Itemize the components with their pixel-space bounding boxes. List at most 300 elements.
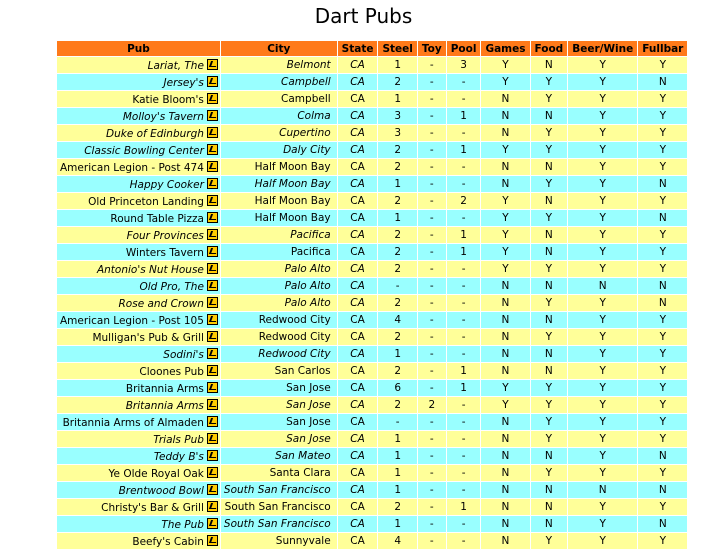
city-cell: Redwood City	[221, 346, 337, 362]
pub-name-link[interactable]: Four Provinces	[126, 229, 204, 242]
toy-cell: -	[418, 363, 446, 379]
pool-cell: 1	[447, 227, 481, 243]
city-cell: San Carlos	[221, 363, 337, 379]
beer-wine-cell: Y	[568, 108, 637, 124]
map-icon[interactable]	[207, 399, 218, 410]
steel-cell: 1	[378, 91, 416, 107]
beer-wine-cell: Y	[568, 397, 637, 413]
games-cell: Y	[481, 397, 529, 413]
games-cell: N	[481, 499, 529, 515]
pub-name-cell	[57, 210, 220, 226]
food-cell: Y	[531, 414, 568, 430]
pub-name-cell	[57, 414, 220, 430]
beer-wine-cell: Y	[568, 261, 637, 277]
pub-name-link[interactable]: Classic Bowling Center	[84, 144, 204, 157]
state-cell: CA	[338, 108, 378, 124]
food-cell: N	[531, 159, 568, 175]
games-cell: Y	[481, 193, 529, 209]
table-row	[57, 448, 687, 464]
map-icon[interactable]	[207, 263, 218, 274]
fullbar-cell: Y	[638, 193, 687, 209]
map-icon[interactable]	[207, 314, 218, 325]
pub-name-cell	[57, 516, 220, 532]
beer-wine-cell: N	[568, 482, 637, 498]
state-cell: CA	[338, 159, 378, 175]
toy-cell: -	[418, 516, 446, 532]
state-cell: CA	[338, 227, 378, 243]
table-row	[57, 210, 687, 226]
col-header-state[interactable]: State	[338, 41, 378, 56]
col-header-games[interactable]: Games	[481, 41, 529, 56]
beer-wine-cell: Y	[568, 533, 637, 549]
pool-cell: 1	[447, 108, 481, 124]
beer-wine-cell: Y	[568, 448, 637, 464]
games-cell: N	[481, 533, 529, 549]
pub-name-link[interactable]: American Legion - Post 474	[60, 161, 204, 174]
fullbar-cell: Y	[638, 431, 687, 447]
steel-cell: 1	[378, 57, 416, 73]
city-cell: South San Francisco	[221, 482, 337, 498]
pub-name-link[interactable]: Rose and Crown	[118, 297, 204, 310]
pool-cell: 1	[447, 363, 481, 379]
map-icon[interactable]	[207, 348, 218, 359]
steel-cell: 1	[378, 176, 416, 192]
table-row	[57, 499, 687, 515]
beer-wine-cell: Y	[568, 380, 637, 396]
steel-cell: 2	[378, 295, 416, 311]
pool-cell: -	[447, 261, 481, 277]
fullbar-cell: Y	[638, 108, 687, 124]
toy-cell: -	[418, 278, 446, 294]
map-icon[interactable]	[207, 178, 218, 189]
map-icon[interactable]	[207, 161, 218, 172]
toy-cell: -	[418, 244, 446, 260]
map-icon[interactable]	[207, 212, 218, 223]
pool-cell: -	[447, 295, 481, 311]
pub-name-cell	[57, 499, 220, 515]
state-cell: CA	[338, 244, 378, 260]
col-header-food[interactable]: Food	[531, 41, 568, 56]
city-cell: Campbell	[221, 91, 337, 107]
food-cell: Y	[531, 295, 568, 311]
games-cell: N	[481, 295, 529, 311]
pool-cell: -	[447, 397, 481, 413]
food-cell: N	[531, 244, 568, 260]
pool-cell: -	[447, 533, 481, 549]
pub-name-link[interactable]: Teddy B's	[153, 450, 204, 463]
games-cell: N	[481, 176, 529, 192]
pub-name-cell	[57, 346, 220, 362]
col-header-pool[interactable]: Pool	[447, 41, 481, 56]
food-cell: N	[531, 346, 568, 362]
steel-cell: 3	[378, 125, 416, 141]
map-icon[interactable]	[207, 416, 218, 427]
city-cell: San Jose	[221, 380, 337, 396]
fullbar-cell: Y	[638, 227, 687, 243]
fullbar-cell: Y	[638, 159, 687, 175]
state-cell: CA	[338, 482, 378, 498]
col-header-steel[interactable]: Steel	[378, 41, 416, 56]
toy-cell: -	[418, 159, 446, 175]
toy-cell: -	[418, 414, 446, 430]
table-row	[57, 465, 687, 481]
state-cell: CA	[338, 295, 378, 311]
fullbar-cell: N	[638, 74, 687, 90]
beer-wine-cell: Y	[568, 57, 637, 73]
fullbar-cell: N	[638, 278, 687, 294]
steel-cell: 2	[378, 397, 416, 413]
pub-name-cell	[57, 278, 220, 294]
games-cell: N	[481, 91, 529, 107]
table-row	[57, 125, 687, 141]
map-icon[interactable]	[207, 195, 218, 206]
food-cell: N	[531, 482, 568, 498]
map-icon[interactable]	[207, 484, 218, 495]
toy-cell: -	[418, 346, 446, 362]
pub-name-cell	[57, 91, 220, 107]
fullbar-cell: Y	[638, 414, 687, 430]
pool-cell: 2	[447, 193, 481, 209]
pub-name-link[interactable]: Katie Bloom's	[132, 93, 204, 106]
pool-cell: -	[447, 210, 481, 226]
steel-cell: 1	[378, 482, 416, 498]
state-cell: CA	[338, 414, 378, 430]
food-cell: Y	[531, 91, 568, 107]
state-cell: CA	[338, 397, 378, 413]
state-cell: CA	[338, 125, 378, 141]
map-icon[interactable]	[207, 110, 218, 121]
games-cell: Y	[481, 210, 529, 226]
col-header-fullbar[interactable]: Fullbar	[638, 41, 687, 56]
table-body	[57, 57, 687, 549]
city-cell: Belmont	[221, 57, 337, 73]
toy-cell: -	[418, 176, 446, 192]
col-header-beer-wine[interactable]: Beer/Wine	[568, 41, 637, 56]
fullbar-cell: Y	[638, 397, 687, 413]
pub-name-cell	[57, 57, 220, 73]
pub-name-link[interactable]: Sodini's	[163, 348, 204, 361]
state-cell: CA	[338, 176, 378, 192]
map-icon[interactable]	[207, 229, 218, 240]
dart-pubs-table	[56, 40, 688, 550]
steel-cell: -	[378, 278, 416, 294]
pub-name-cell	[57, 244, 220, 260]
state-cell: CA	[338, 261, 378, 277]
food-cell: Y	[531, 465, 568, 481]
state-cell: CA	[338, 74, 378, 90]
pub-name-link[interactable]: American Legion - Post 105	[60, 314, 204, 327]
city-cell: Pacifica	[221, 244, 337, 260]
header-row	[57, 41, 687, 56]
map-icon[interactable]	[207, 280, 218, 291]
games-cell: N	[481, 108, 529, 124]
pool-cell: -	[447, 312, 481, 328]
pub-name-link[interactable]: Antonio's Nut House	[96, 263, 204, 276]
table-row	[57, 159, 687, 175]
pub-name-cell	[57, 329, 220, 345]
steel-cell: 2	[378, 193, 416, 209]
beer-wine-cell: Y	[568, 431, 637, 447]
food-cell: N	[531, 227, 568, 243]
toy-cell: -	[418, 74, 446, 90]
table-row	[57, 533, 687, 549]
state-cell: CA	[338, 312, 378, 328]
fullbar-cell: Y	[638, 329, 687, 345]
map-icon[interactable]	[207, 59, 218, 70]
fullbar-cell: Y	[638, 57, 687, 73]
fullbar-cell: N	[638, 295, 687, 311]
pool-cell: -	[447, 414, 481, 430]
city-cell: Half Moon Bay	[221, 210, 337, 226]
pub-name-link[interactable]: Britannia Arms of Almaden	[62, 416, 204, 429]
steel-cell: 1	[378, 210, 416, 226]
games-cell: N	[481, 125, 529, 141]
pub-name-link[interactable]: Trials Pub	[153, 433, 204, 446]
fullbar-cell: Y	[638, 380, 687, 396]
pub-name-cell	[57, 482, 220, 498]
pool-cell: -	[447, 74, 481, 90]
food-cell: Y	[531, 397, 568, 413]
pub-name-link[interactable]: Beefy's Cabin	[132, 535, 204, 548]
table-row	[57, 482, 687, 498]
pub-name-link[interactable]: Molloy's Tavern	[122, 110, 204, 123]
pub-name-cell	[57, 380, 220, 396]
steel-cell: 2	[378, 499, 416, 515]
map-icon[interactable]	[207, 365, 218, 376]
city-cell: Palo Alto	[221, 278, 337, 294]
fullbar-cell: N	[638, 448, 687, 464]
beer-wine-cell: Y	[568, 516, 637, 532]
steel-cell: 1	[378, 448, 416, 464]
col-header-pub[interactable]: Pub	[57, 41, 220, 56]
toy-cell: -	[418, 312, 446, 328]
games-cell: N	[481, 346, 529, 362]
map-icon[interactable]	[207, 144, 218, 155]
fullbar-cell: N	[638, 176, 687, 192]
beer-wine-cell: Y	[568, 465, 637, 481]
beer-wine-cell: Y	[568, 346, 637, 362]
toy-cell: -	[418, 261, 446, 277]
pub-name-cell	[57, 193, 220, 209]
food-cell: Y	[531, 261, 568, 277]
city-cell: Santa Clara	[221, 465, 337, 481]
table-row	[57, 176, 687, 192]
pub-name-link[interactable]: Britannia Arms	[125, 399, 204, 412]
food-cell: Y	[531, 74, 568, 90]
games-cell: Y	[481, 227, 529, 243]
games-cell: N	[481, 329, 529, 345]
games-cell: N	[481, 363, 529, 379]
pub-name-link[interactable]: Cloones Pub	[139, 365, 204, 378]
food-cell: N	[531, 363, 568, 379]
beer-wine-cell: Y	[568, 363, 637, 379]
toy-cell: -	[418, 57, 446, 73]
pool-cell: 1	[447, 499, 481, 515]
food-cell: N	[531, 108, 568, 124]
pool-cell: -	[447, 125, 481, 141]
food-cell: N	[531, 312, 568, 328]
map-icon[interactable]	[207, 93, 218, 104]
steel-cell: -	[378, 414, 416, 430]
food-cell: N	[531, 278, 568, 294]
pub-name-cell	[57, 363, 220, 379]
city-cell: Cupertino	[221, 125, 337, 141]
food-cell: N	[531, 193, 568, 209]
toy-cell: -	[418, 431, 446, 447]
food-cell: Y	[531, 329, 568, 345]
pub-name-cell	[57, 448, 220, 464]
pub-name-link[interactable]: Jersey's	[163, 76, 204, 89]
games-cell: N	[481, 448, 529, 464]
table-row	[57, 295, 687, 311]
pub-name-link[interactable]: Round Table Pizza	[110, 212, 204, 225]
map-icon[interactable]	[207, 297, 218, 308]
steel-cell: 2	[378, 363, 416, 379]
pool-cell: -	[447, 176, 481, 192]
state-cell: CA	[338, 533, 378, 549]
food-cell: Y	[531, 431, 568, 447]
pool-cell: -	[447, 516, 481, 532]
map-icon[interactable]	[207, 76, 218, 87]
pub-name-link[interactable]: Mulligan's Pub & Grill	[92, 331, 204, 344]
toy-cell: -	[418, 193, 446, 209]
state-cell: CA	[338, 278, 378, 294]
pool-cell: -	[447, 278, 481, 294]
games-cell: Y	[481, 244, 529, 260]
pub-name-link[interactable]: Brentwood Bowl	[118, 484, 204, 497]
state-cell: CA	[338, 210, 378, 226]
city-cell: Redwood City	[221, 329, 337, 345]
beer-wine-cell: Y	[568, 227, 637, 243]
beer-wine-cell: Y	[568, 329, 637, 345]
pub-name-link[interactable]: Duke of Edinburgh	[106, 127, 204, 140]
city-cell: San Mateo	[221, 448, 337, 464]
steel-cell: 6	[378, 380, 416, 396]
pool-cell: 3	[447, 57, 481, 73]
table-row	[57, 227, 687, 243]
toy-cell: -	[418, 499, 446, 515]
fullbar-cell: Y	[638, 312, 687, 328]
city-cell: Colma	[221, 108, 337, 124]
state-cell: CA	[338, 380, 378, 396]
map-icon[interactable]	[207, 246, 218, 257]
table-row	[57, 312, 687, 328]
map-icon[interactable]	[207, 467, 218, 478]
city-cell: San Jose	[221, 414, 337, 430]
pool-cell: -	[447, 431, 481, 447]
state-cell: CA	[338, 142, 378, 158]
beer-wine-cell: Y	[568, 125, 637, 141]
toy-cell: -	[418, 295, 446, 311]
fullbar-cell: Y	[638, 125, 687, 141]
pub-name-cell	[57, 533, 220, 549]
toy-cell: 2	[418, 397, 446, 413]
map-icon[interactable]	[207, 518, 218, 529]
pub-name-cell	[57, 125, 220, 141]
fullbar-cell: Y	[638, 465, 687, 481]
steel-cell: 4	[378, 312, 416, 328]
beer-wine-cell: Y	[568, 244, 637, 260]
games-cell: N	[481, 516, 529, 532]
beer-wine-cell: Y	[568, 74, 637, 90]
steel-cell: 2	[378, 159, 416, 175]
toy-cell: -	[418, 91, 446, 107]
map-icon[interactable]	[207, 127, 218, 138]
fullbar-cell: Y	[638, 142, 687, 158]
pub-name-link[interactable]: Happy Cooker	[129, 178, 204, 191]
map-icon[interactable]	[207, 535, 218, 546]
beer-wine-cell: Y	[568, 210, 637, 226]
map-icon[interactable]	[207, 382, 218, 393]
table-row	[57, 91, 687, 107]
pub-name-link[interactable]: The Pub	[161, 518, 204, 531]
page-title: Dart Pubs	[314, 4, 413, 28]
pool-cell: -	[447, 448, 481, 464]
steel-cell: 1	[378, 465, 416, 481]
table-row	[57, 244, 687, 260]
toy-cell: -	[418, 142, 446, 158]
pool-cell: 1	[447, 142, 481, 158]
food-cell: N	[531, 448, 568, 464]
food-cell: N	[531, 499, 568, 515]
pub-name-link[interactable]: Christy's Bar & Grill	[101, 501, 204, 514]
state-cell: CA	[338, 499, 378, 515]
col-header-city[interactable]: City	[221, 41, 337, 56]
map-icon[interactable]	[207, 450, 218, 461]
games-cell: N	[481, 431, 529, 447]
steel-cell: 1	[378, 431, 416, 447]
pub-name-link[interactable]: Old Princeton Landing	[88, 195, 204, 208]
beer-wine-cell: N	[568, 278, 637, 294]
fullbar-cell: Y	[638, 363, 687, 379]
city-cell: Half Moon Bay	[221, 176, 337, 192]
beer-wine-cell: Y	[568, 159, 637, 175]
city-cell: Half Moon Bay	[221, 193, 337, 209]
table-row	[57, 346, 687, 362]
toy-cell: -	[418, 533, 446, 549]
pub-name-link[interactable]: Old Pro, The	[139, 280, 204, 293]
map-icon[interactable]	[207, 331, 218, 342]
pub-name-cell	[57, 465, 220, 481]
state-cell: CA	[338, 431, 378, 447]
pub-name-link[interactable]: Britannia Arms	[125, 382, 204, 395]
beer-wine-cell: Y	[568, 414, 637, 430]
beer-wine-cell: Y	[568, 176, 637, 192]
steel-cell: 2	[378, 74, 416, 90]
steel-cell: 2	[378, 227, 416, 243]
fullbar-cell: Y	[638, 244, 687, 260]
fullbar-cell: N	[638, 482, 687, 498]
table-row	[57, 142, 687, 158]
city-cell: San Jose	[221, 431, 337, 447]
steel-cell: 2	[378, 261, 416, 277]
steel-cell: 2	[378, 142, 416, 158]
toy-cell: -	[418, 448, 446, 464]
food-cell: N	[531, 57, 568, 73]
pub-name-link[interactable]: Lariat, The	[147, 59, 204, 72]
map-icon[interactable]	[207, 501, 218, 512]
pub-name-link[interactable]: Ye Olde Royal Oak	[108, 467, 204, 480]
steel-cell: 4	[378, 533, 416, 549]
fullbar-cell: Y	[638, 261, 687, 277]
pub-name-link[interactable]: Winters Tavern	[125, 246, 204, 259]
state-cell: CA	[338, 91, 378, 107]
map-icon[interactable]	[207, 433, 218, 444]
games-cell: Y	[481, 261, 529, 277]
col-header-toy[interactable]: Toy	[418, 41, 446, 56]
table-row	[57, 397, 687, 413]
toy-cell: -	[418, 380, 446, 396]
